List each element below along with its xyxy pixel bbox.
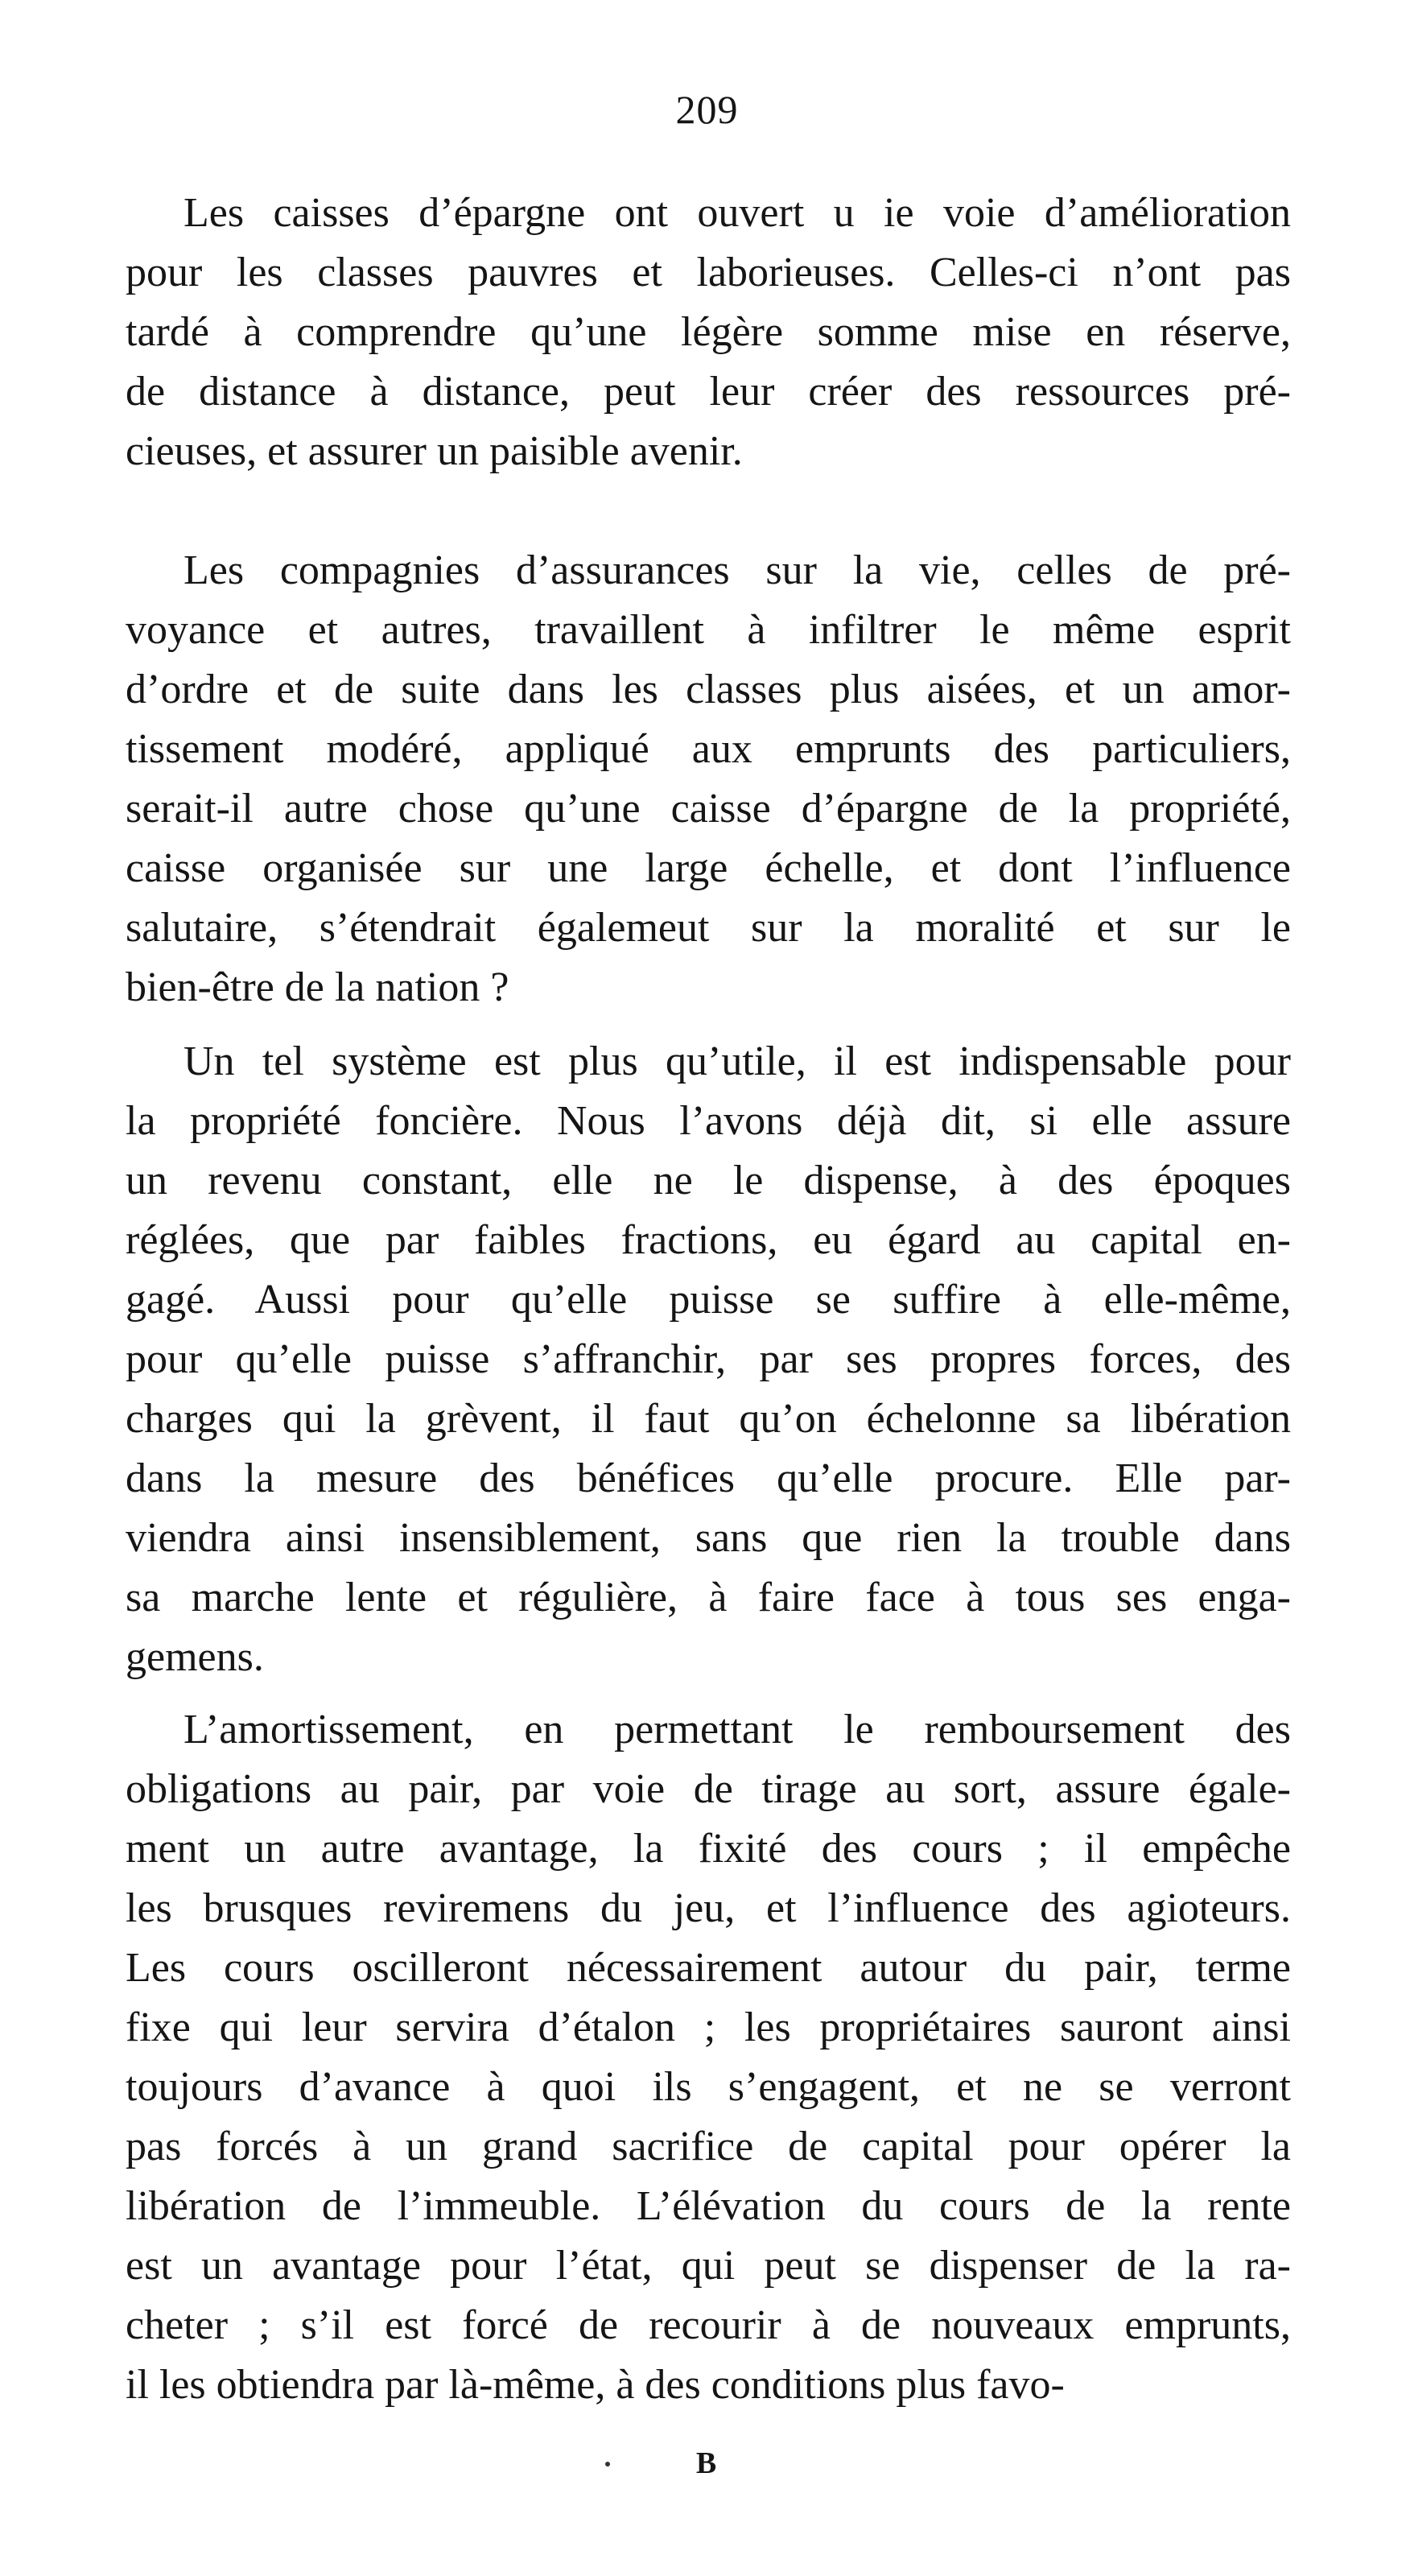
signature-mark: B	[695, 2446, 719, 2480]
text-line: voyance et autres, travaillent à infiltrer le même esprit	[126, 607, 1291, 653]
text-line: obligations au pair, par voie de tirage au sort, assure égale-	[126, 1766, 1291, 1812]
text-line: Les caisses d’épargne ont ouvert u ie voie d’amélioration	[183, 190, 1291, 236]
text-line: salutaire, s’étendrait égalemeut sur la moralité et sur le	[126, 905, 1291, 951]
text-line: un revenu constant, elle ne le dispense, à des époques	[126, 1158, 1291, 1203]
paragraph-savings-banks	[126, 184, 1291, 481]
text-line: Les compagnies d’assurances sur la vie, celles de pré-	[183, 547, 1291, 593]
text-line: les brusques reviremens du jeu, et l’influence des agioteurs.	[126, 1885, 1291, 1931]
paragraph-amortization	[126, 1700, 1291, 2415]
text-line: réglées, que par faibles fractions, eu égard au capital en-	[126, 1217, 1291, 1263]
text-line: L’amortissement, en permettant le remboursement des	[183, 1707, 1291, 1752]
text-line: pour qu’elle puisse s’affranchir, par ses propres forces, des	[126, 1336, 1291, 1382]
text-line: cieuses, et assurer un paisible avenir.	[126, 428, 743, 474]
text-line: pour les classes pauvres et laborieuses. Celles-ci n’ont pas	[126, 250, 1291, 295]
text-line: tissement modéré, appliqué aux emprunts des particuliers,	[126, 726, 1291, 772]
text-line: dans la mesure des bénéfices qu’elle procure. Elle par-	[126, 1455, 1291, 1501]
text-line: toujours d’avance à quoi ils s’engagent, et ne se verront	[126, 2064, 1291, 2110]
text-line: viendra ainsi insensiblement, sans que rien la trouble dans	[126, 1515, 1291, 1561]
text-line: ment un autre avantage, la fixité des cours ; il empêche	[126, 1826, 1291, 1872]
paragraph-insurance-companies	[126, 541, 1291, 1018]
text-line: est un avantage pour l’état, qui peut se dispenser de la ra-	[126, 2243, 1291, 2289]
text-line: tardé à comprendre qu’une légère somme mise en réserve,	[126, 309, 1291, 355]
text-line: sa marche lente et régulière, à faire face à tous ses enga-	[126, 1575, 1291, 1620]
text-line: la propriété foncière. Nous l’avons déjà dit, si elle assure	[126, 1098, 1291, 1144]
text-line: de distance à distance, peut leur créer des ressources pré-	[126, 369, 1291, 415]
text-line: cheter ; s’il est forcé de recourir à de nouveaux emprunts,	[126, 2302, 1291, 2348]
paragraph-land-property	[126, 1032, 1291, 1687]
text-line: d’ordre et de suite dans les classes plus aisées, et un amor-	[126, 667, 1291, 712]
text-line: fixe qui leur servira d’étalon ; les propriétaires sauront ainsi	[126, 2004, 1291, 2050]
text-line: caisse organisée sur une large échelle, et dont l’influence	[126, 845, 1291, 891]
page-number: 209	[675, 87, 739, 132]
text-line: libération de l’immeuble. L’élévation du cours de la rente	[126, 2183, 1291, 2229]
text-line: gagé. Aussi pour qu’elle puisse se suffire à elle-même,	[126, 1277, 1291, 1323]
text-line: gemens.	[126, 1634, 264, 1680]
text-line: pas forcés à un grand sacrifice de capital pour opérer la	[126, 2124, 1291, 2169]
text-line: Un tel système est plus qu’utile, il est indispensable pour	[183, 1038, 1291, 1084]
text-line: serait-il autre chose qu’une caisse d’épargne de la propriété,	[126, 786, 1291, 832]
text-line: Les cours oscilleront nécessairement autour du pair, terme	[126, 1945, 1291, 1991]
text-line: il les obtiendra par là-même, à des conditions plus favo-	[126, 2362, 1065, 2408]
text-line: bien-être de la nation ?	[126, 964, 509, 1010]
text-line: charges qui la grèvent, il faut qu’on échelonne sa libération	[126, 1396, 1291, 1442]
